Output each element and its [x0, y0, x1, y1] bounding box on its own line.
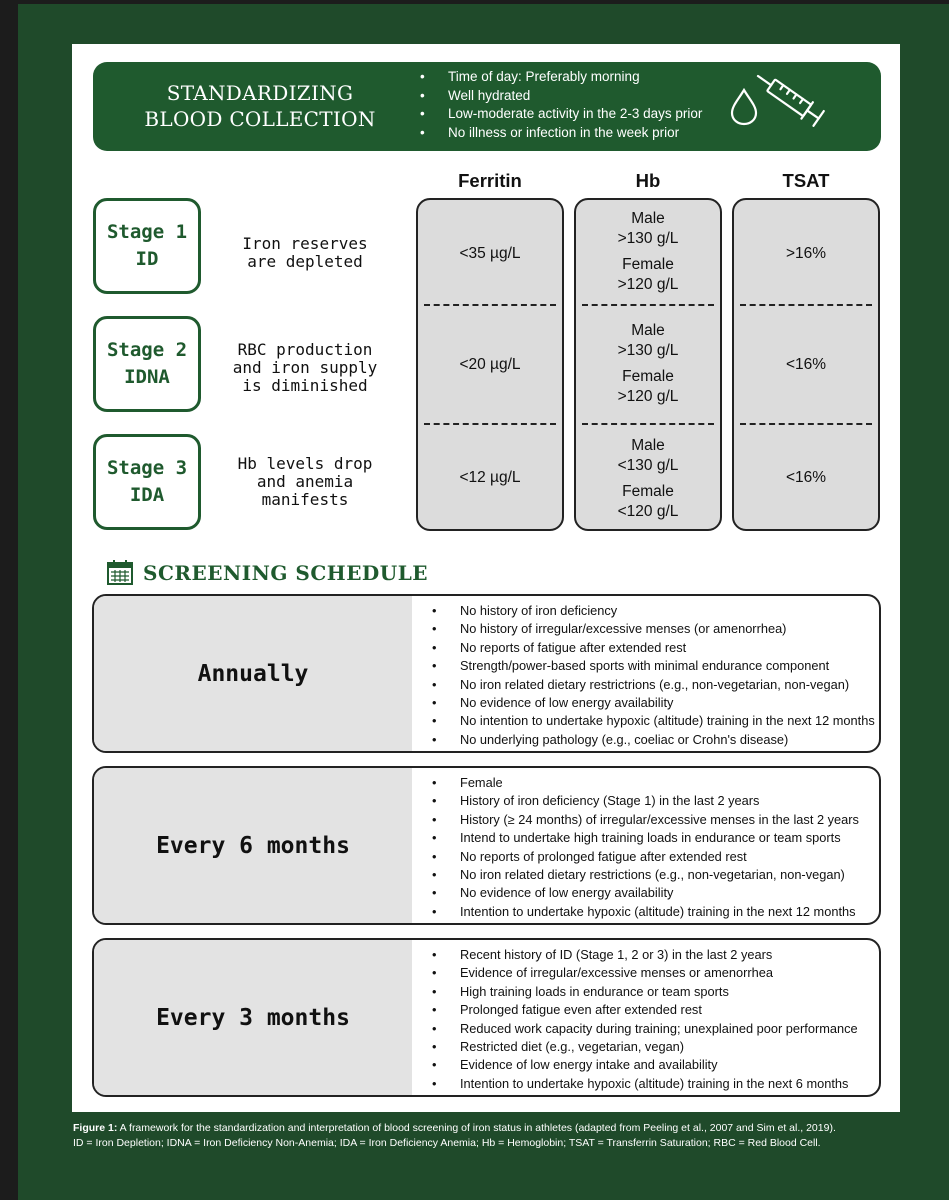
criteria-item: • Female [432, 774, 859, 792]
criteria-item: • Restricted diet (e.g., vegetarian, vegan) [432, 1038, 858, 1056]
criteria-item: • Intend to undertake high training loads in endurance or team sports [432, 829, 859, 847]
criteria-item: • No iron related dietary restrictions (e.g., non-vegetarian, non-vegan) [432, 866, 859, 884]
schedule-every-6-months [92, 766, 881, 925]
hb-female-value: >120 g/L [617, 388, 679, 405]
calendar-icon [106, 558, 134, 586]
criteria-item: • Recent history of ID (Stage 1, 2 or 3) in the last 2 years [432, 946, 858, 964]
banner-title-line1: STANDARDIZING [166, 81, 354, 105]
stage-1-description [230, 235, 380, 271]
tsat-stage-2: <16% [785, 356, 827, 373]
stage-2-box [93, 316, 201, 412]
criteria-item: • No history of iron deficiency [432, 602, 875, 620]
caption-text: A framework for the standardization and interpretation of blood screening of iron status in athletes (adapted from Peeling et al., 2007 and Sim et al., 2019). [117, 1122, 836, 1134]
criteria-item: • History of iron deficiency (Stage 1) in the last 2 years [432, 792, 859, 810]
criteria-item: • Reduced work capacity during training; unexplained poor performance [432, 1020, 858, 1038]
hb-male-label: Male [631, 322, 665, 339]
criteria-item: • Intention to undertake hypoxic (altitude) training in the next 6 months [432, 1075, 858, 1093]
criteria-item: • High training loads in endurance or team sports [432, 983, 858, 1001]
schedule-label: Every 3 months [156, 1004, 350, 1031]
hb-male-value: >130 g/L [617, 230, 679, 247]
column-header-hb: Hb [635, 170, 661, 191]
criteria-item: • Intention to undertake hypoxic (altitude) training in the next 12 months [432, 903, 859, 921]
desc-line: Iron reserves [242, 234, 368, 253]
banner-bullet: • Low-moderate activity in the 2-3 days prior [420, 105, 720, 124]
criteria-item: • Strength/power-based sports with minimal endurance component [432, 657, 875, 675]
blood-drop-syringe-icon [728, 68, 840, 142]
criteria-item: • Prolonged fatigue even after extended rest [432, 1001, 858, 1019]
tsat-stage-3: <16% [785, 469, 827, 486]
stage-name: Stage 1 [106, 221, 188, 243]
tsat-stage-1: >16% [785, 245, 827, 262]
hb-female-label: Female [622, 368, 674, 385]
schedule-label: Every 6 months [156, 832, 350, 859]
stage-separator [582, 304, 714, 306]
schedule-criteria-list [432, 774, 859, 921]
figure-caption [73, 1121, 873, 1151]
desc-line: are depleted [247, 252, 363, 271]
column-header-ferritin: Ferritin [458, 170, 522, 191]
criteria-item: • No history of irregular/excessive menses (or amenorrhea) [432, 620, 875, 638]
stage-separator [740, 423, 872, 425]
stage-abbr: IDA [129, 484, 165, 506]
schedule-annually [92, 594, 881, 753]
schedule-label: Annually [197, 660, 309, 687]
stage-abbr: ID [135, 248, 159, 270]
stage-separator [424, 304, 556, 306]
ferritin-stage-3: <12 µg/L [459, 469, 521, 486]
criteria-item: • No reports of prolonged fatigue after extended rest [432, 848, 859, 866]
stage-2-description [230, 341, 380, 395]
banner-bullet: • Time of day: Preferably morning [420, 68, 720, 87]
criteria-item: • No reports of fatigue after extended rest [432, 639, 875, 657]
hb-male-value: <130 g/L [617, 457, 679, 474]
banner-bullet-list [420, 68, 720, 142]
hb-female-value: >120 g/L [617, 276, 679, 293]
stage-separator [424, 423, 556, 425]
criteria-item: • Evidence of irregular/excessive menses or amenorrhea [432, 964, 858, 982]
schedule-label-box [94, 940, 412, 1095]
desc-line: manifests [261, 490, 349, 509]
schedule-criteria-list [432, 946, 858, 1093]
hb-stage-1 [574, 209, 722, 295]
hb-male-value: >130 g/L [617, 342, 679, 359]
stage-name: Stage 2 [106, 339, 188, 361]
banner-title-line2: BLOOD COLLECTION [144, 107, 376, 131]
caption-line-1 [73, 1121, 873, 1136]
desc-line: RBC production [237, 340, 373, 359]
screening-schedule-title: SCREENING SCHEDULE [143, 561, 429, 585]
ferritin-stage-1: <35 µg/L [459, 245, 521, 262]
criteria-item: • No evidence of low energy availability [432, 884, 859, 902]
caption-abbreviations: ID = Iron Depletion; IDNA = Iron Deficiency Non-Anemia; IDA = Iron Deficiency Anemia; Hb = Hemoglobin; TSAT = Transferrin Saturation; RBC = Red Blood Cell. [73, 1137, 821, 1149]
banner-bullet: • No illness or infection in the week prior [420, 124, 720, 143]
stage-separator [582, 423, 714, 425]
hb-female-value: <120 g/L [617, 503, 679, 520]
hb-male-label: Male [631, 437, 665, 454]
stage-abbr: IDNA [124, 366, 170, 388]
schedule-label-box [94, 596, 412, 751]
banner-bullet: • Well hydrated [420, 87, 720, 106]
criteria-item: • No intention to undertake hypoxic (altitude) training in the next 12 months [432, 712, 875, 730]
hb-male-label: Male [631, 210, 665, 227]
desc-line: and iron supply [232, 358, 378, 377]
schedule-label-box [94, 768, 412, 923]
criteria-item: • No underlying pathology (e.g., coeliac or Crohn's disease) [432, 731, 875, 749]
schedule-every-3-months [92, 938, 881, 1097]
desc-line: Hb levels drop [237, 454, 373, 473]
criteria-item: • No evidence of low energy availability [432, 694, 875, 712]
column-header-tsat: TSAT [782, 170, 830, 191]
stage-3-description [230, 455, 380, 509]
stage-3-box [93, 434, 201, 530]
stage-name: Stage 3 [106, 457, 188, 479]
desc-line: and anemia [256, 472, 354, 491]
desc-line: is diminished [242, 376, 368, 395]
criteria-item: • History (≥ 24 months) of irregular/excessive menses in the last 2 years [432, 811, 859, 829]
hb-stage-2 [574, 321, 722, 407]
criteria-item: • Evidence of low energy intake and availability [432, 1056, 858, 1074]
stage-separator [740, 304, 872, 306]
hb-female-label: Female [622, 483, 674, 500]
hb-stage-3 [574, 436, 722, 522]
banner-title [120, 80, 400, 132]
criteria-item: • No iron related dietary restrictrions (e.g., non-vegetarian, non-vegan) [432, 676, 875, 694]
ferritin-stage-2: <20 µg/L [459, 356, 521, 373]
stage-1-box [93, 198, 201, 294]
schedule-criteria-list [432, 602, 875, 749]
caption-label: Figure 1: [73, 1122, 118, 1134]
hb-female-label: Female [622, 256, 674, 273]
